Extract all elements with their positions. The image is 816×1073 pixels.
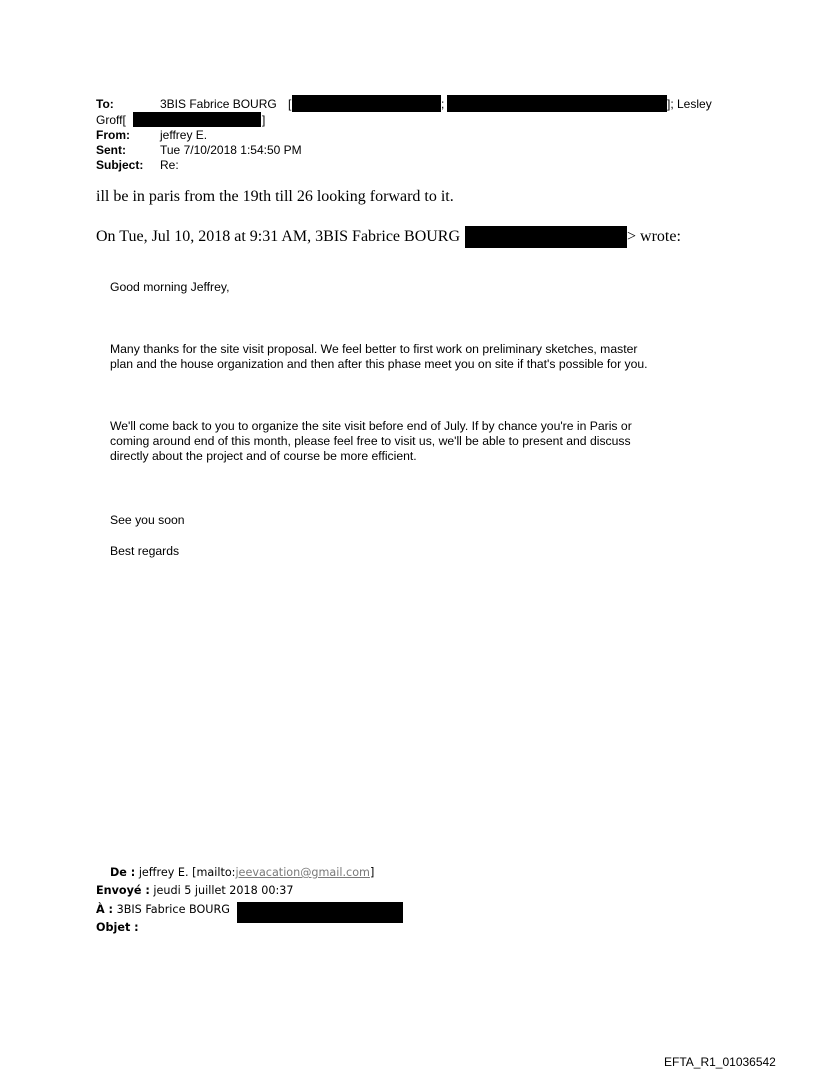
quote-header: On Tue, Jul 10, 2018 at 9:31 AM, 3BIS Fabrice BOURG	[96, 228, 461, 245]
to-name: 3BIS Fabrice BOURG	[160, 97, 277, 111]
de-end: ]	[369, 866, 375, 879]
to-bracket: [	[288, 97, 292, 111]
sent-label: Sent:	[96, 143, 126, 157]
document-id: EFTA_R1_01036542	[664, 1055, 776, 1069]
de-value: jeffrey E. [mailto:	[138, 866, 236, 879]
quote-header-suffix: > wrote:	[627, 228, 681, 245]
to-continued: Groff[	[96, 113, 126, 127]
quoted-greeting: Good morning Jeffrey,	[110, 280, 230, 294]
envoye-label: Envoyé :	[96, 884, 150, 897]
quoted-paragraph-2-line-2: coming around end of this month, please feel free to visit us, we'll be able to present and discuss	[110, 434, 631, 448]
subject-label: Subject:	[96, 158, 144, 172]
redaction-box	[133, 112, 261, 127]
redaction-box	[237, 902, 403, 923]
a-value: 3BIS Fabrice BOURG	[116, 903, 230, 916]
to-separator: ;	[441, 97, 445, 111]
envoye-line	[96, 884, 294, 898]
redaction-box	[292, 95, 441, 112]
a-label: À :	[96, 903, 114, 916]
reply-text: ill be in paris from the 19th till 26 looking forward to it.	[96, 188, 454, 205]
sent-value: Tue 7/10/2018 1:54:50 PM	[160, 143, 302, 157]
de-line	[110, 866, 374, 880]
from-value: jeffrey E.	[160, 128, 208, 142]
from-label: From:	[96, 128, 130, 142]
quoted-see-you: See you soon	[110, 513, 185, 527]
quoted-paragraph-1-line-1: Many thanks for the site visit proposal. We feel better to first work on preliminary sketches, master	[110, 342, 638, 356]
objet-label: Objet :	[96, 921, 139, 934]
objet-line	[96, 921, 139, 935]
envoye-value: jeudi 5 juillet 2018 00:37	[153, 884, 294, 897]
redaction-box	[465, 226, 627, 248]
quoted-paragraph-2-line-1: We'll come back to you to organize the site visit before end of July. If by chance you're in Paris or	[110, 419, 632, 433]
de-email-link[interactable]: jeevacation@gmail.com	[235, 866, 370, 879]
to-label: To:	[96, 97, 114, 111]
quoted-paragraph-1-line-2: plan and the house organization and then after this phase meet you on site if that's possible for you.	[110, 357, 648, 371]
quoted-regards: Best regards	[110, 544, 180, 558]
redaction-box	[447, 95, 667, 112]
subject-value: Re:	[160, 158, 179, 172]
a-line	[96, 903, 230, 917]
to-tail: ]; Lesley	[667, 97, 712, 111]
quoted-paragraph-2-line-3: directly about the project and of course be more efficient.	[110, 449, 417, 463]
to-continued-end: ]	[262, 113, 266, 127]
de-label: De :	[110, 866, 136, 879]
